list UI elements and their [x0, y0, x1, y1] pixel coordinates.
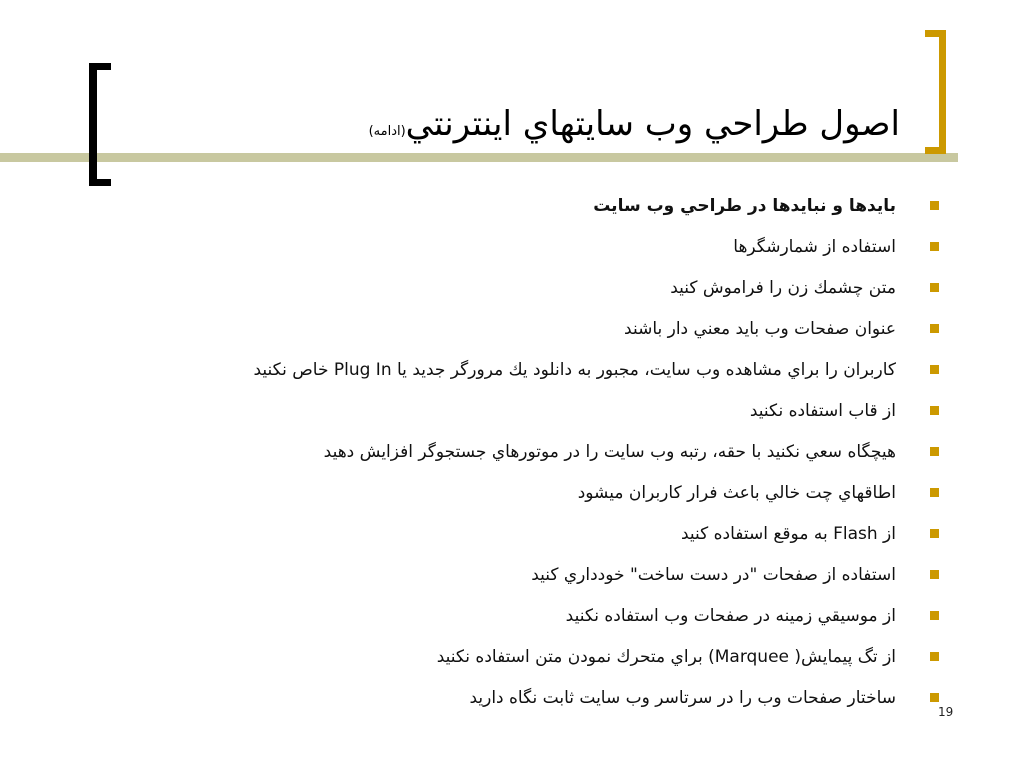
bullet-item — [254, 477, 897, 518]
bullet-text: كاربران را براي مشاهده وب سايت، مجبور به دانلود يك مرورگر جديد يا Plug In خاص نكنيد — [253, 360, 896, 380]
title-band-decoration — [0, 153, 958, 162]
bullet-list — [254, 190, 897, 723]
bullet-text: اطاقهاي چت خالي باعث فرار كاربران ميشود — [577, 483, 896, 503]
bullet-square-icon — [930, 242, 939, 251]
bullet-text: ساختار صفحات وب را در سرتاسر وب سايت ثابت نگاه داريد — [469, 688, 896, 708]
bullet-square-icon — [930, 283, 939, 292]
bullet-text: هيچگاه سعي نكنيد با حقه، رتبه وب سايت را در موتورهاي جستجوگر افزايش دهيد — [323, 442, 896, 462]
bullet-item — [254, 600, 897, 641]
slide-title — [369, 104, 900, 144]
left-bracket-bottom — [89, 179, 111, 186]
bullet-text: از تگ پيمايش( Marquee) براي متحرك نمودن متن استفاده نكنيد — [436, 647, 896, 667]
bullet-item — [254, 231, 897, 272]
bullet-square-icon — [930, 365, 939, 374]
bullet-square-icon — [930, 652, 939, 661]
left-bracket-stem — [89, 63, 97, 186]
right-bracket-bottom — [925, 147, 946, 154]
bullet-square-icon — [930, 611, 939, 620]
bullet-text: استفاده از شمارشگرها — [733, 237, 896, 257]
slide-title-text: اصول طراحي وب سايتهاي اينترنتي — [405, 104, 900, 144]
bullet-text: از قاب استفاده نكنيد — [749, 401, 896, 421]
bullet-text: از Flash به موقع استفاده كنيد — [680, 524, 896, 544]
bullet-text: استفاده از صفحات "در دست ساخت" خودداري كنيد — [531, 565, 896, 585]
bullet-text: از موسيقي زمينه در صفحات وب استفاده نكنيد — [565, 606, 896, 626]
bullet-text: متن چشمك زن را فراموش كنيد — [670, 278, 896, 298]
page-number: 19 — [938, 705, 954, 719]
bullet-item — [254, 559, 897, 600]
bullet-item — [254, 354, 897, 395]
bullet-item — [254, 395, 897, 436]
bullet-text: بايدها و نبايدها در طراحي وب سايت — [593, 196, 896, 216]
bullet-square-icon — [930, 693, 939, 702]
bullet-item — [254, 313, 897, 354]
bullet-square-icon — [930, 447, 939, 456]
bullet-item — [254, 190, 897, 231]
left-bracket-top — [89, 63, 111, 70]
slide-title-suffix: (ادامه) — [368, 124, 406, 139]
bullet-square-icon — [930, 529, 939, 538]
bullet-text: عنوان صفحات وب بايد معني دار باشند — [624, 319, 896, 339]
bullet-square-icon — [930, 406, 939, 415]
bullet-square-icon — [930, 201, 939, 210]
bullet-item — [254, 272, 897, 313]
right-bracket-top — [925, 30, 946, 37]
bullet-item — [254, 682, 897, 723]
bullet-item — [254, 641, 897, 682]
right-bracket-stem — [939, 30, 946, 154]
bullet-square-icon — [930, 570, 939, 579]
bullet-item — [254, 436, 897, 477]
bullet-square-icon — [930, 324, 939, 333]
bullet-item — [254, 518, 897, 559]
bullet-square-icon — [930, 488, 939, 497]
